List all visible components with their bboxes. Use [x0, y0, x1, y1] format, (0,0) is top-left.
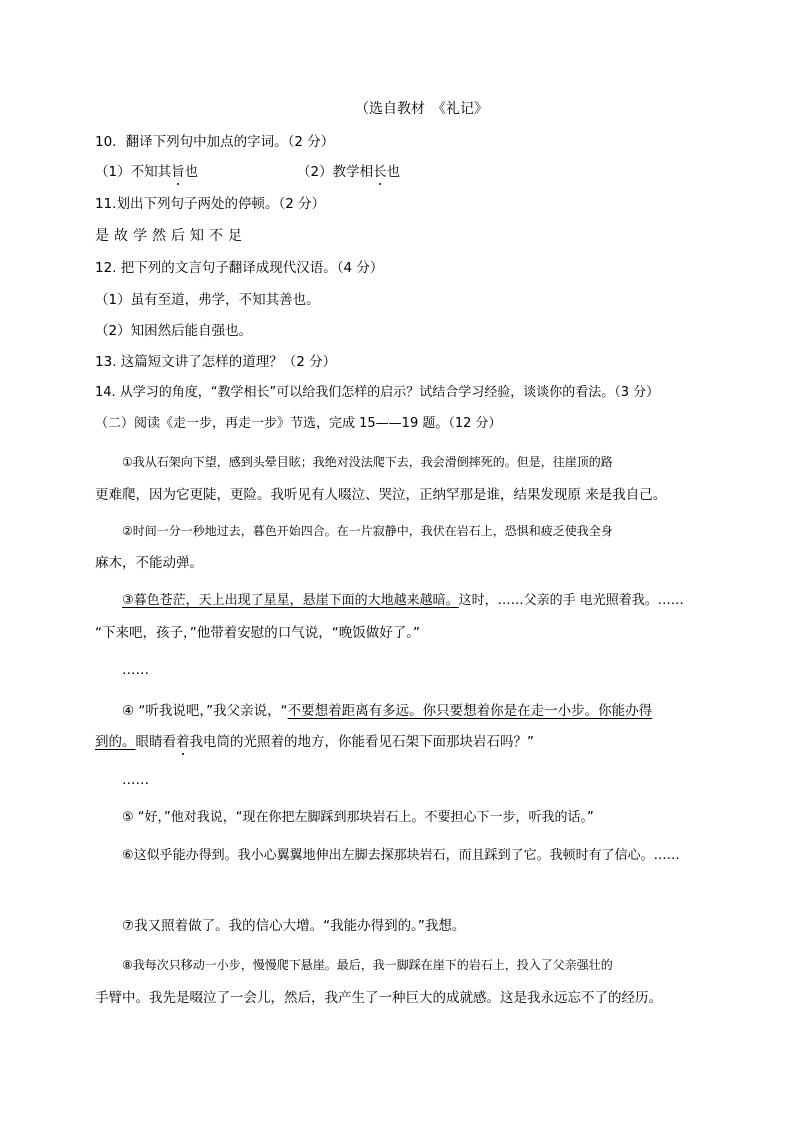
- passage-p1-line2: 更难爬，因为它更陡，更险。我听见有人啜泣、哭泣，正纳罕那是谁，结果发现原 来是我自己。: [95, 487, 667, 503]
- passage-p8-line1: ⑧我每次只移动一小步，慢慢爬下悬崖。最后，我一脚踩在崖下的岩石上，投入了父亲强壮的: [122, 958, 613, 972]
- passage-p1-line1: ①我从石架向下望，感到头晕目眩；我绝对没法爬下去，我会滑倒摔死的。但是，往崖顶的路: [122, 455, 613, 469]
- passage-p3-rest: 这时，……父亲的手 电光照着我。……: [458, 593, 684, 608]
- q13-stem: 13. 这篇短文讲了怎样的道理？（2 分）: [95, 354, 337, 370]
- q10-item1-text-a: （1）不知其: [95, 164, 172, 180]
- q10-stem: 10．翻译下列句中加点的字词。（2 分）: [95, 134, 335, 150]
- q11-sentence: 是故学然后知不足: [95, 228, 247, 244]
- q14-stem: 14. 从学习的角度，“教学相长”可以给我们怎样的启示？试结合学习经验，谈谈你的看法。（3 分）: [95, 385, 660, 400]
- passage-p2-line1: ②时间一分一秒地过去，暮色开始四合。在一片寂静中，我伏在岩石上，恐惧和疲乏使我全身: [122, 524, 613, 538]
- passage-p4-line2: [95, 733, 534, 751]
- passage-p3-line1: [122, 592, 684, 610]
- passage-p3-line2: “下来吧，孩子，”他带着安慰的口气说，“晚饭做好了。”: [95, 625, 420, 641]
- q10-item1-dotted-char: 旨: [171, 164, 185, 180]
- passage-p4-line1: [122, 702, 652, 720]
- passage-p4-text-c: 我电筒的光照着的地方，你能看见石架下面那块岩石吗？”: [189, 734, 534, 750]
- q12-item2: （2）知困然后能自强也。: [95, 323, 253, 339]
- q12-stem: 12. 把下列的文言句子翻译成现代汉语。（4 分）: [95, 260, 384, 276]
- passage-p2-line2: 麻木，不能动弹。: [95, 555, 203, 571]
- q11-stem: 11.划出下列句子两处的停顿。（2 分）: [95, 196, 326, 212]
- q10-item2-dotted-char: 长: [373, 164, 387, 180]
- passage-ellipsis-1: ……: [122, 662, 149, 678]
- passage-p4-dotted-char: 着: [176, 734, 190, 750]
- passage-p5: ⑤ “好，”他对我说，“现在你把左脚踩到那块岩石上。不要担心下一步，听我的话。”: [122, 810, 594, 825]
- q10-item1-text-b: 也: [184, 164, 199, 180]
- q12-item1: （1）虽有至道，弗学，不知其善也。: [95, 292, 320, 308]
- q10-item2-text-a: （2）教学相: [297, 164, 374, 180]
- passage-p4-text-a: ④ “听我说吧，”我父亲说，“: [122, 703, 288, 719]
- passage-p7: ⑦我又照着做了。我的信心大增。“我能办得到的。”我想。: [122, 918, 466, 934]
- q10-item2-text-b: 也: [386, 164, 401, 180]
- passage-p4-underlined-1: 不要想着距离有多远。你只要想着你是在走一小步。你能办得: [287, 703, 653, 719]
- passage-p6: ⑥这似乎能办得到。我小心翼翼地伸出左脚去探那块岩石，而且踩到了它。我顿时有了信心。……: [122, 848, 680, 863]
- passage-ellipsis-2: ……: [122, 772, 149, 788]
- passage-p8-line2: 手臂中。我先是啜泣了一会儿，然后，我产生了一种巨大的成就感。这是我永远忘不了的经历。: [95, 990, 662, 1006]
- passage-p4-underlined-2: 到的。: [95, 734, 136, 750]
- q10-item2: [297, 163, 400, 181]
- source-line: （选自教材 《礼记》: [355, 101, 488, 117]
- passage-p4-text-b: 眼睛看: [135, 734, 176, 750]
- section2-heading: （二）阅读《走一步，再走一步》节选，完成 15——19 题。（12 分）: [95, 416, 502, 431]
- passage-p3-underlined: ③暮色苍茫，天上出现了星星，悬崖下面的大地越来越暗。: [122, 593, 459, 608]
- q10-item1: [95, 163, 198, 181]
